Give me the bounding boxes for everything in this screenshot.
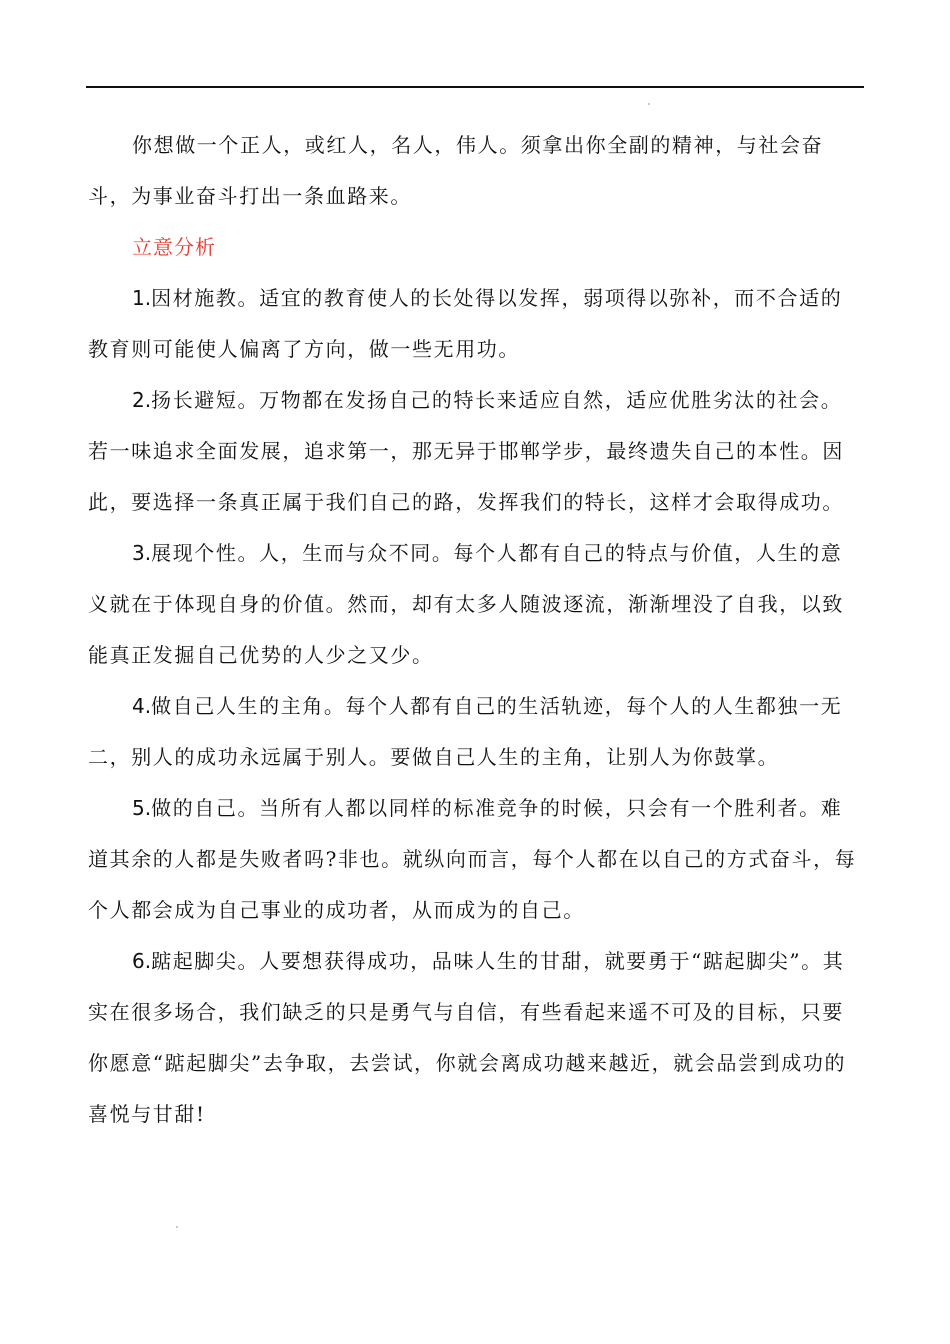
- point-number: 6.: [132, 949, 152, 973]
- point-text: 做自己人生的主角。每个人都有自己的生活轨迹，每个人的人生都独一无二，别人的成功永远属于别人。要做自己人生的主角，让别人为你鼓掌。: [88, 694, 843, 769]
- point-number: 3.: [132, 541, 152, 565]
- scan-speck: [176, 1226, 178, 1228]
- point-2: [88, 375, 858, 528]
- point-number: 1.: [132, 286, 152, 310]
- point-text: 做的自己。当所有人都以同样的标准竞争的时候，只会有一个胜利者。难道其余的人都是失败者吗?非也。就纵向而言，每个人都在以自己的方式奋斗，每个人都会成为自己事业的成功者，从而成为的自己。: [88, 796, 857, 922]
- scan-speck: [648, 103, 650, 105]
- header-rule: [86, 86, 864, 88]
- point-text: 展现个性。人，生而与众不同。每个人都有自己的特点与价值，人生的意义就在于体现自身的价值。然而，却有太多人随波逐流，渐渐埋没了自我，以致能真正发掘自己优势的人少之又少。: [88, 541, 844, 667]
- point-number: 2.: [132, 388, 152, 412]
- point-5: [88, 783, 858, 936]
- point-6: [88, 936, 858, 1140]
- point-text: 因材施教。适宜的教育使人的长处得以发挥，弱项得以弥补，而不合适的教育则可能使人偏离了方向，做一些无用功。: [88, 286, 843, 361]
- section-heading: 立意分析: [132, 235, 216, 259]
- point-number: 5.: [132, 796, 152, 820]
- document-body: [88, 120, 858, 1140]
- intro-paragraph: 你想做一个正人，或红人，名人，伟人。须拿出你全副的精神，与社会奋斗，为事业奋斗打出一条血路来。: [88, 133, 824, 208]
- point-3: [88, 528, 858, 681]
- point-text: 踮起脚尖。人要想获得成功，品味人生的甘甜，就要勇于“踮起脚尖”。其实在很多场合，我们缺乏的只是勇气与自信，有些看起来遥不可及的目标，只要你愿意“踮起脚尖”去争取，去尝试，你就会离成功越来越近，就会品尝到成功的喜悦与甘甜!: [88, 949, 847, 1126]
- point-number: 4.: [132, 694, 152, 718]
- point-4: [88, 681, 858, 783]
- point-text: 扬长避短。万物都在发扬自己的特长来适应自然，适应优胜劣汰的社会。若一味追求全面发展，追求第一，那无异于邯郸学步，最终遗失自己的本性。因此，要选择一条真正属于我们自己的路，发挥我们的特长，这样才会取得成功。: [88, 388, 844, 514]
- point-1: [88, 273, 858, 375]
